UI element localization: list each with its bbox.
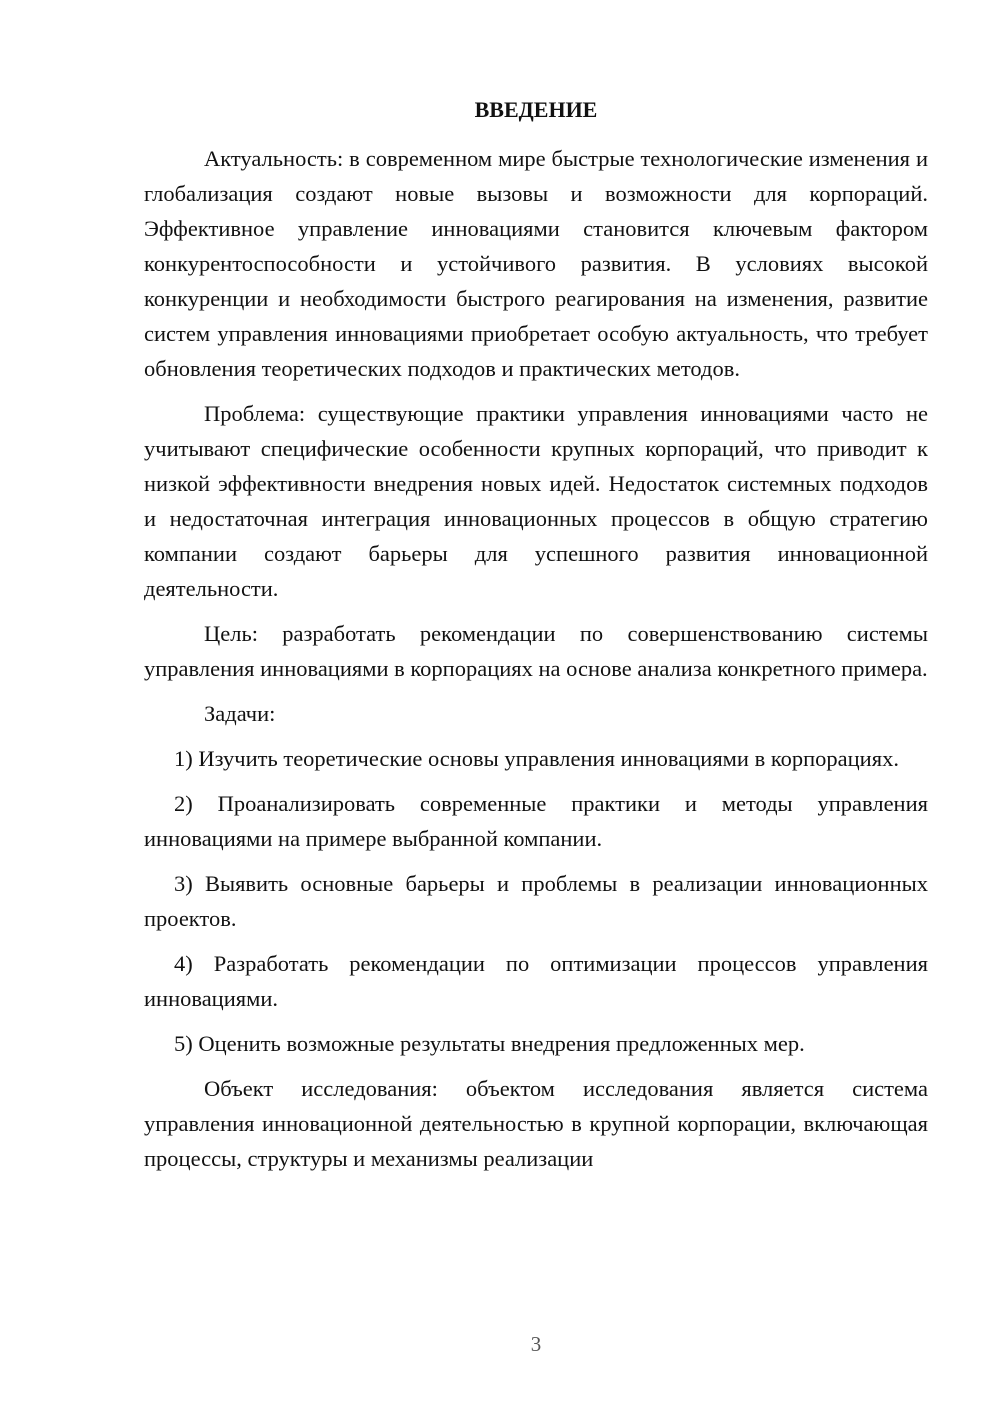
task-item-4: 4) Разработать рекомендации по оптимизации процессов управления инновациями. — [144, 951, 928, 1011]
task-item-2: 2) Проанализировать современные практики и методы управления инновациями на примере выбранной компании. — [144, 791, 928, 851]
section-heading: ВВЕДЕНИЕ — [474, 97, 598, 122]
paragraph-goal: Цель: разработать рекомендации по совершенствованию системы управления инновациями в корпорациях на основе анализа конкретного примера. — [144, 621, 928, 681]
task-item-5: 5) Оценить возможные результаты внедрения предложенных мер. — [174, 1031, 805, 1056]
tasks-label: Задачи: — [204, 701, 276, 726]
paragraph-object: Объект исследования: объектом исследования является система управления инновационной деятельностью в крупной корпорации, включающая процессы, структуры и механизмы реализации — [144, 1076, 928, 1171]
task-item-3: 3) Выявить основные барьеры и проблемы в реализации инновационных проектов. — [144, 871, 928, 931]
document-body — [144, 92, 928, 1176]
task-item-1: 1) Изучить теоретические основы управления инновациями в корпорациях. — [174, 746, 899, 771]
page-number: 3 — [530, 1332, 542, 1356]
paragraph-relevance: Актуальность: в современном мире быстрые технологические изменения и глобализация создают новые вызовы и возможности для корпораций. Эффективное управление инновациями становится ключевым фактором конкурентоспособности и устойчивого развития. В условиях высокой конкуренции и необходимости быстрого реагирования на изменения, развитие систем управления инновациями приобретает особую актуальность, что требует обновления теоретических подходов и практических методов. — [144, 146, 928, 381]
paragraph-problem: Проблема: существующие практики управления инновациями часто не учитывают специфические особенности крупных корпораций, что приводит к низкой эффективности внедрения новых идей. Недостаток системных подходов и недостаточная интеграция инновационных процессов в общую стратегию компании создают барьеры для успешного развития инновационной деятельности. — [144, 401, 928, 601]
